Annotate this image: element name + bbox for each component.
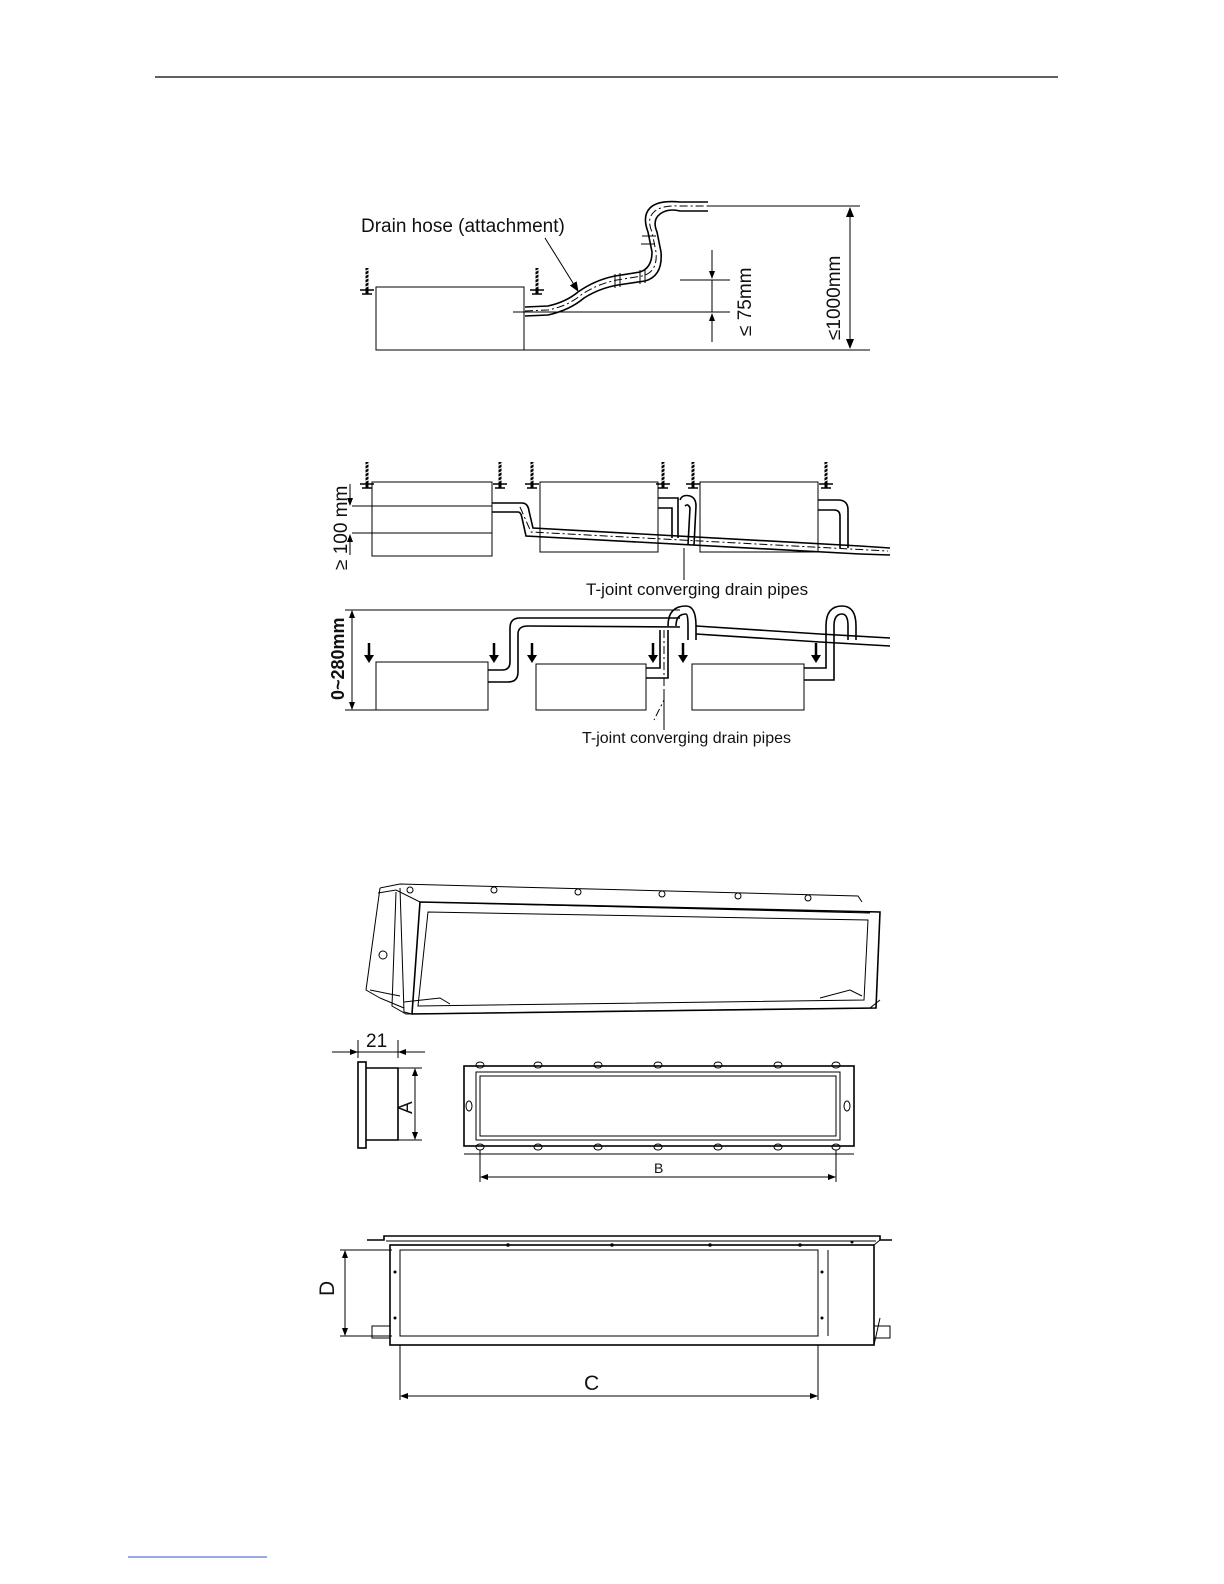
figure-raised-drain xyxy=(345,606,890,730)
dim-C: C xyxy=(584,1372,600,1395)
dim-A: A xyxy=(396,1101,417,1114)
figure-unit-front xyxy=(340,1236,892,1400)
dim-min-100mm: ≥ 100 mm xyxy=(331,485,352,570)
drain-hose-label: Drain hose (attachment) xyxy=(361,216,565,237)
tjoint-label-top: T-joint converging drain pipes xyxy=(586,580,809,599)
tjoint-label-bottom: T-joint converging drain pipes xyxy=(582,730,792,747)
dim-D: D xyxy=(316,1280,339,1296)
dim-max-1000mm: ≤1000mm xyxy=(824,255,845,340)
dim-B: B xyxy=(654,1160,664,1176)
dim-21: 21 xyxy=(366,1031,388,1052)
dim-max-75mm: ≤ 75mm xyxy=(735,267,756,336)
figure-multi-unit-drain xyxy=(350,462,890,580)
figure-flange-isometric xyxy=(366,884,880,1014)
dim-range-0-280mm: 0~280mm xyxy=(328,617,348,700)
